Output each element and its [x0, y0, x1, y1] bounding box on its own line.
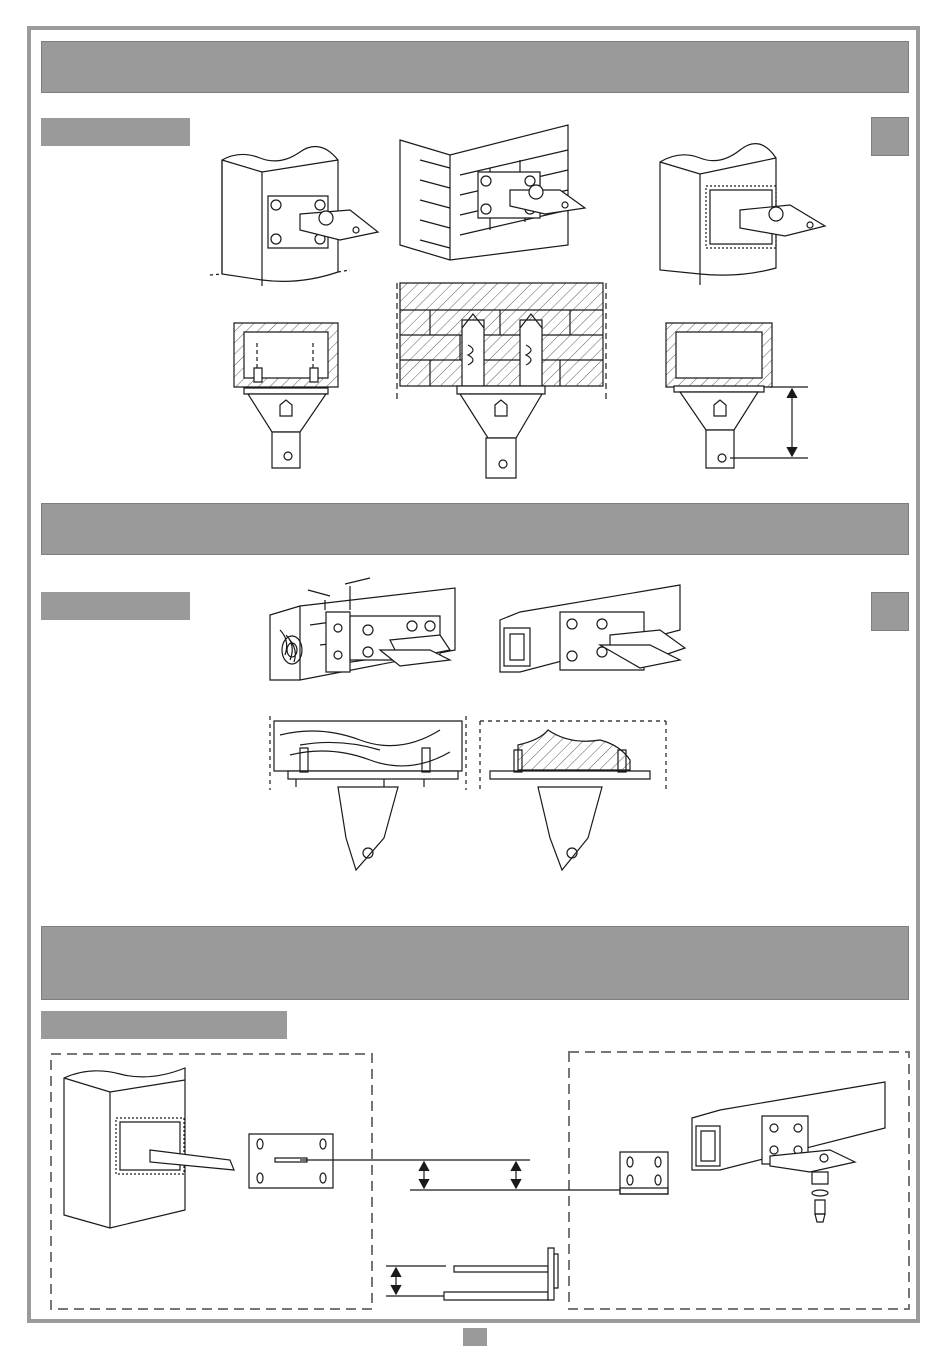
- wood-beam-section: [270, 716, 466, 870]
- steel-beam-section: [480, 721, 666, 870]
- post-welded-plate-iso: [64, 1068, 234, 1228]
- angle-plate-front: [620, 1152, 668, 1194]
- steel-beam-plate-iso: [692, 1082, 885, 1222]
- wall-section-center: [397, 283, 606, 478]
- plate-template: [249, 1134, 620, 1190]
- post-section-left: [234, 323, 338, 468]
- post-section-welded-right: [666, 323, 808, 468]
- wood-beam-bracket-iso: [270, 578, 455, 680]
- steel-beam-bracket-iso: [500, 585, 685, 672]
- angle-bracket-side: [386, 1248, 558, 1300]
- post-bracket-iso-left: [210, 147, 378, 286]
- post-bracket-welded-iso-right: [660, 144, 825, 285]
- wall-bracket-iso-center: [400, 125, 585, 260]
